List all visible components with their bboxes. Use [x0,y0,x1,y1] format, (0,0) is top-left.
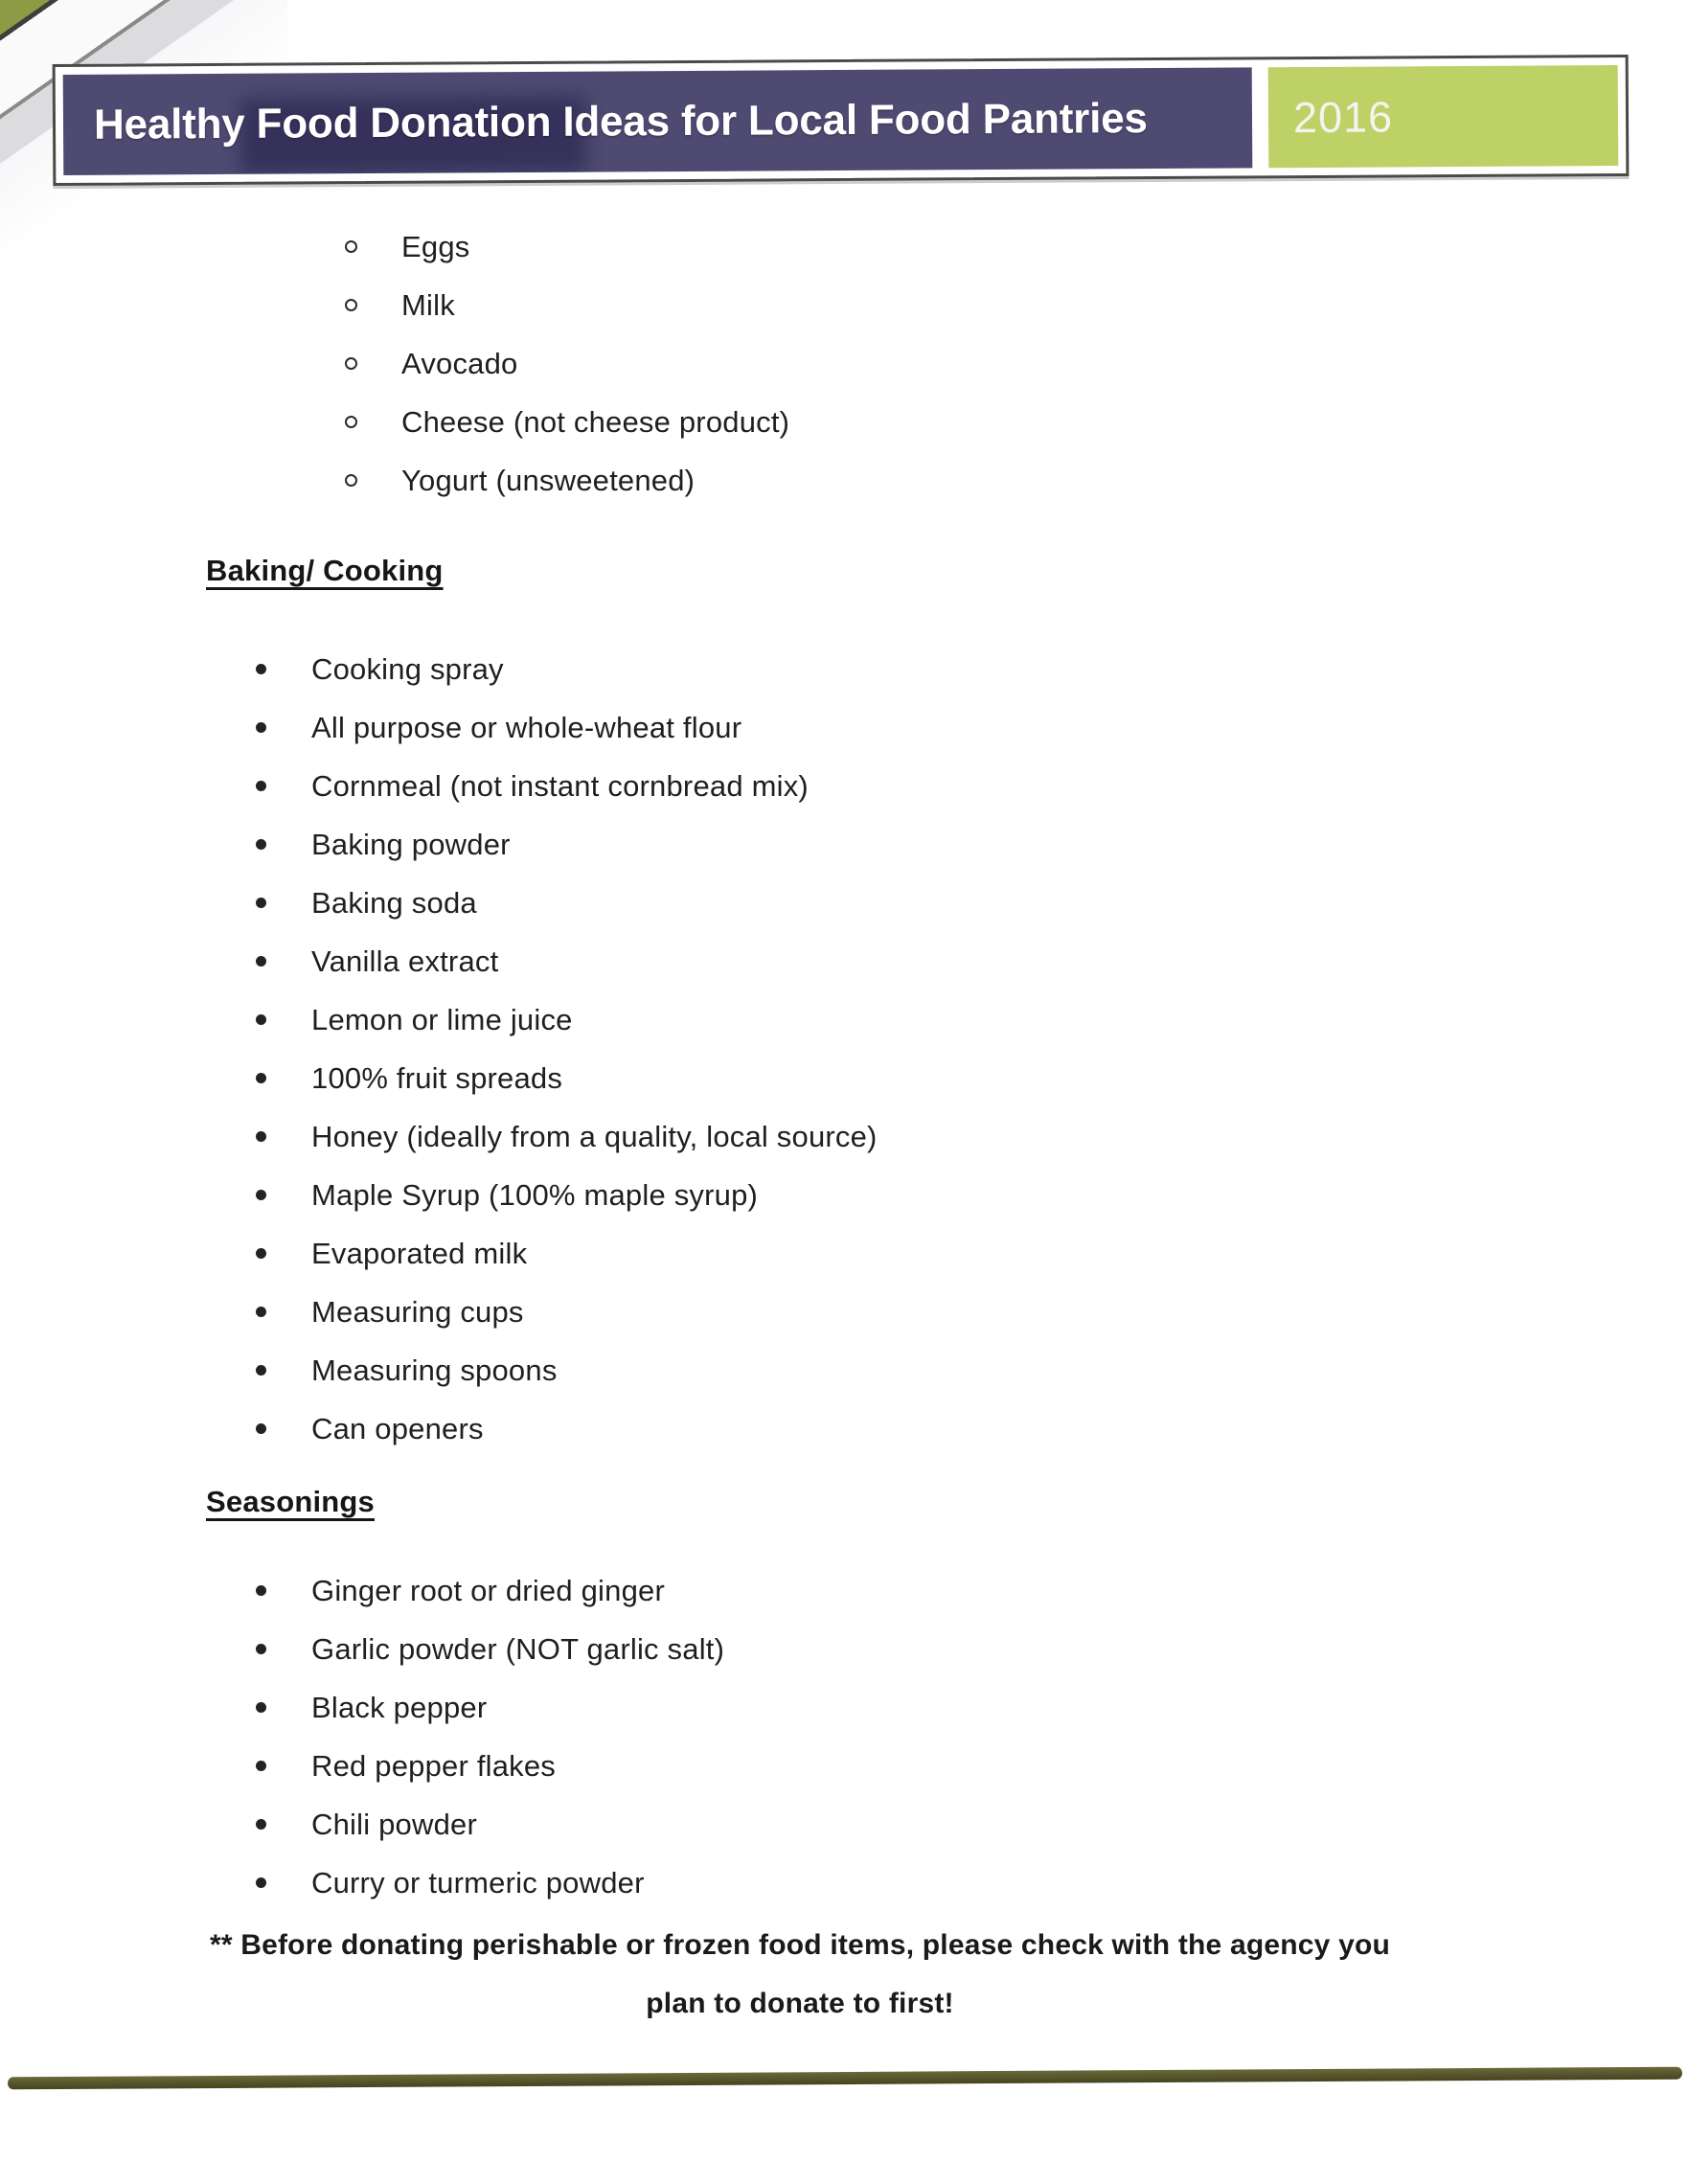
list-item [256,1341,878,1399]
list-item-label: Baking soda [311,885,477,920]
dot-bullet-icon [256,1073,266,1083]
list-item [256,990,878,1049]
list-item-label: Black pepper [311,1690,488,1724]
dot-bullet-icon [256,1644,266,1654]
circle-bullet-icon [345,474,357,487]
list-item [256,1561,724,1620]
list-item [256,1283,878,1341]
dot-bullet-icon [256,839,266,850]
list-item-label: Vanilla extract [311,944,499,978]
list-item-label: Can openers [311,1411,484,1445]
list-item-label: Milk [401,287,455,322]
list-item [256,874,878,932]
list-item-label: 100% fruit spreads [311,1060,563,1095]
footnote-line-2: plan to donate to first! [646,1988,954,2019]
circle-bullet-icon [345,299,357,311]
list-item [256,757,878,815]
list-item [256,698,878,757]
list-item [345,393,789,451]
scan-corner-artifact [0,0,287,402]
seasonings-list [256,1561,724,1912]
list-item-label: Cooking spray [311,651,504,686]
year-label: 2016 [1292,91,1394,142]
list-item-label: Measuring cups [311,1294,524,1329]
list-item [256,932,878,990]
list-item-label: Eggs [401,229,470,263]
list-item [256,1399,878,1458]
dot-bullet-icon [256,1248,266,1259]
dot-bullet-icon [256,956,266,967]
dot-bullet-icon [256,898,266,908]
dot-bullet-icon [256,1423,266,1434]
dot-bullet-icon [256,1819,266,1830]
circle-bullet-icon [345,240,357,253]
list-item [256,1107,878,1166]
list-item [256,815,878,874]
dot-bullet-icon [256,1761,266,1771]
list-item [256,1678,724,1737]
list-item [256,1620,724,1678]
list-item-label: Honey (ideally from a quality, local source) [311,1119,878,1153]
dot-bullet-icon [256,1190,266,1200]
list-item [345,217,789,276]
list-item-label: Curry or turmeric powder [311,1865,645,1900]
list-item-label: Baking powder [311,827,511,861]
dot-bullet-icon [256,1877,266,1888]
baking-cooking-list [256,640,878,1458]
dot-bullet-icon [256,1014,266,1025]
year-box [1268,65,1619,168]
list-item [256,640,878,698]
section-heading-baking-cooking: Baking/ Cooking [206,554,444,587]
list-item [256,1737,724,1795]
list-item-label: Avocado [401,346,518,380]
footnote [115,1916,1485,2033]
list-item-label: All purpose or whole-wheat flour [311,710,742,744]
footnote-line-1: ** Before donating perishable or frozen food items, please check with the agency you [209,1929,1391,1961]
header-banner [53,55,1630,186]
title-bar [63,67,1253,175]
dot-bullet-icon [256,722,266,733]
dot-bullet-icon [256,1365,266,1376]
list-item [256,1854,724,1912]
list-item [256,1049,878,1107]
dot-bullet-icon [256,1131,266,1142]
circle-bullet-icon [345,357,357,370]
dot-bullet-icon [256,1585,266,1596]
list-item-label: Evaporated milk [311,1236,528,1270]
dot-bullet-icon [256,1307,266,1317]
list-item-label: Lemon or lime juice [311,1002,573,1036]
list-item-label: Ginger root or dried ginger [311,1573,665,1607]
circle-bullet-icon [345,416,357,428]
list-item-label: Maple Syrup (100% maple syrup) [311,1177,759,1212]
list-item [345,334,789,393]
list-item [256,1166,878,1224]
dot-bullet-icon [256,1702,266,1713]
perishables-sublist [345,217,789,510]
list-item [256,1224,878,1283]
list-item-label: Red pepper flakes [311,1748,557,1783]
bottom-rule [8,2067,1682,2090]
dot-bullet-icon [256,664,266,674]
list-item [345,276,789,334]
list-item-label: Measuring spoons [311,1353,558,1387]
list-item-label: Chili powder [311,1807,477,1841]
list-item [256,1795,724,1854]
page-title: Healthy Food Donation Ideas for Local Food Pantries [93,94,1148,148]
list-item-label: Cornmeal (not instant cornbread mix) [311,768,809,803]
dot-bullet-icon [256,781,266,791]
list-item [345,451,789,510]
list-item-label: Yogurt (unsweetened) [401,463,696,497]
list-item-label: Cheese (not cheese product) [401,404,790,439]
list-item-label: Garlic powder (NOT garlic salt) [311,1631,725,1666]
section-heading-seasonings: Seasonings [206,1485,375,1518]
